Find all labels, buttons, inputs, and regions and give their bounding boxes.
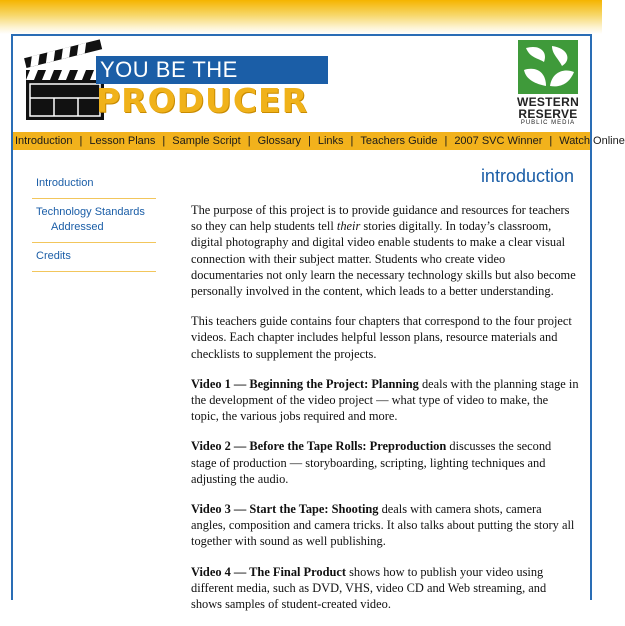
nav-links[interactable]: Links xyxy=(317,135,344,147)
nav-separator: | xyxy=(162,135,166,147)
sidebar-item-credits[interactable] xyxy=(32,243,156,272)
video2-title: Video 2 — Before the Tape Rolls: Preproduction xyxy=(191,439,447,454)
nav-lesson-plans[interactable]: Lesson Plans xyxy=(89,135,156,147)
guide-paragraph: This teachers guide contains four chapters that correspond to the four project videos. Each chapter includes helpful lesson plans, resource materials and checklists to supplement the projects. xyxy=(191,314,572,361)
nav-introduction[interactable]: Introduction xyxy=(15,135,73,147)
video1-text: deals with the planning stage in the development of the video project — what type of video to make, the topic, the various jobs required and more. xyxy=(191,376,579,424)
nav-separator: | xyxy=(308,135,311,147)
intro-text-b: stories digitally. In today’s classroom, digital photography and digital video enable students to make a clear visual connection with their subject matter. Students who create video documentaries not only learn the necessary technology skills but also become personally involved in the content, which leads to a better understanding. xyxy=(191,219,576,299)
intro-paragraph xyxy=(191,202,579,299)
video3-paragraph xyxy=(191,501,579,550)
video3-text: deals with camera shots, camera angles, composition and camera tricks. It also talks about putting the story all together with sound as well publishing. xyxy=(191,502,575,549)
video1-title: Video 1 — Beginning the Project: Planning xyxy=(191,376,419,391)
page-title: introduction xyxy=(480,166,574,186)
nav-teachers-guide[interactable]: Teachers Guide xyxy=(360,135,438,147)
sidebar-item-label: Credits xyxy=(36,250,71,262)
intro-text-a: The purpose of this project is to provide guidance and resources for teachers so they can help students tell xyxy=(191,203,570,234)
sidebar-item-label-line2: Addressed xyxy=(51,221,104,233)
sidebar-item-technology-standards[interactable] xyxy=(32,199,156,243)
nav-separator: | xyxy=(247,135,251,147)
site-banner xyxy=(13,36,590,130)
nav-separator: | xyxy=(549,135,553,147)
western-reserve-logo[interactable] xyxy=(516,40,580,128)
nav-svc-winner[interactable]: 2007 SVC Winner xyxy=(454,135,543,147)
sidebar-item-introduction[interactable] xyxy=(32,170,156,199)
video1-paragraph xyxy=(191,376,579,425)
sidebar-item-label: Technology Standards xyxy=(36,206,145,218)
logo-text-western: WESTERN xyxy=(516,95,580,109)
nav-watch-online[interactable]: Watch Online xyxy=(559,135,625,147)
top-gradient-bar xyxy=(0,0,602,34)
page-frame xyxy=(11,34,625,612)
nav-sample-script[interactable]: Sample Script xyxy=(172,135,241,147)
logo-text-public-media: PUBLIC MEDIA xyxy=(520,120,576,126)
logo-text-reserve: RESERVE xyxy=(518,107,578,121)
nav-glossary[interactable]: Glossary xyxy=(257,135,301,147)
sidebar xyxy=(32,170,156,272)
video4-paragraph xyxy=(191,564,579,613)
video4-text: shows how to publish your video using different media, such as DVD, VHS, video CD and Web streaming, and shows samples of student-created video. xyxy=(191,564,547,612)
main-nav xyxy=(13,132,625,150)
clapperboard-icon xyxy=(24,52,106,122)
nav-separator: | xyxy=(444,135,448,147)
nav-separator: | xyxy=(350,135,354,147)
banner-title-line1: YOU BE THE xyxy=(96,56,328,84)
banner-title-line2: PRODUCER xyxy=(96,81,309,120)
video3-title: Video 3 — Start the Tape: Shooting xyxy=(191,502,379,517)
sidebar-item-label: Introduction xyxy=(36,177,94,189)
video2-text: discusses the second stage of production — storyboarding, scripting, lighting techniques and adjusting the audio. xyxy=(191,439,552,486)
intro-text-emphasis: their xyxy=(336,219,361,234)
main-content xyxy=(191,202,579,626)
video2-paragraph xyxy=(191,438,579,487)
nav-separator: | xyxy=(79,135,83,147)
video4-title: Video 4 — The Final Product xyxy=(191,564,347,579)
logo-mark-icon xyxy=(518,40,578,94)
